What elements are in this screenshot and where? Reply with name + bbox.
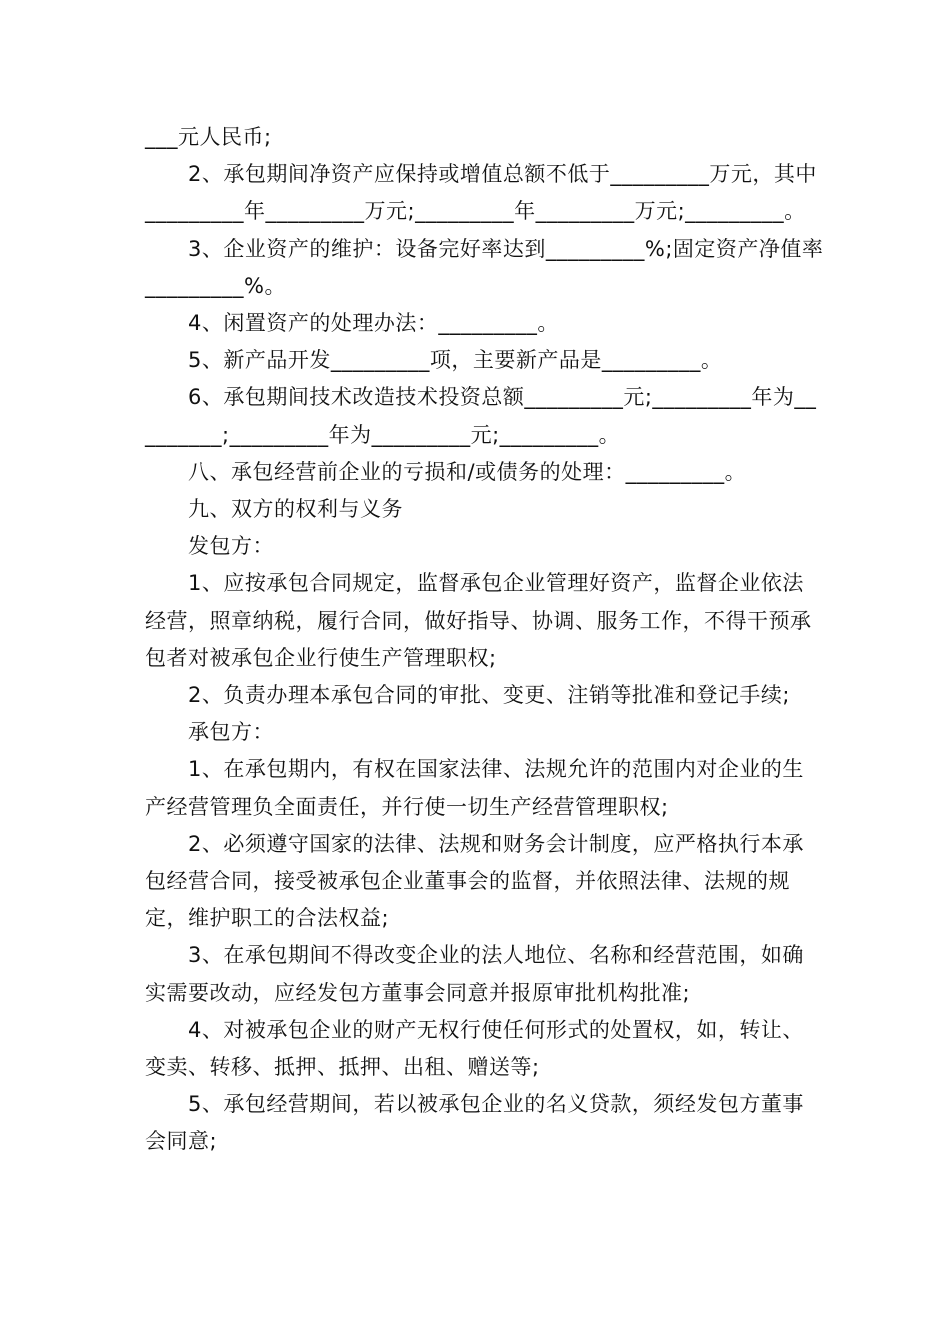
party-b-clause-4: 4、对被承包企业的财产无权行使任何形式的处置权，如，转让、变卖、转移、抵押、抵押、出租、赠送等; bbox=[145, 1017, 804, 1080]
paragraph-asset-maintenance: 3、企业资产的维护：设备完好率达到_________%;固定资产净值率_________%。 bbox=[145, 236, 824, 298]
paragraph-idle-assets: 4、闲置资产的处理办法：_________。 bbox=[188, 311, 559, 336]
paragraph-net-assets: 2、承包期间净资产应保持或增值总额不低于_________万元，其中_________年_________万元;_________年_________万元;_________。 bbox=[145, 162, 817, 224]
paragraph-new-products: 5、新产品开发_________项，主要新产品是_________。 bbox=[188, 348, 723, 373]
party-b-clause-1: 1、在承包期内，有权在国家法律、法规允许的范围内对企业的生产经营管理负全面责任，并行使一切生产经营管理职权; bbox=[145, 757, 804, 819]
paragraph-continuation: ___元人民币; bbox=[145, 125, 272, 149]
party-a-heading: 发包方： bbox=[188, 534, 274, 559]
party-a-clause-2: 2、负责办理本承包合同的审批、变更、注销等批准和登记手续; bbox=[188, 683, 790, 708]
party-b-clause-3: 3、在承包期间不得改变企业的法人地位、名称和经营范围，如确实需要改动，应经发包方董事会同意并报原审批机构批准; bbox=[145, 943, 804, 1005]
party-b-clause-2: 2、必须遵守国家的法律、法规和财务会计制度，应严格执行本承包经营合同，接受被承包企业董事会的监督，并依照法律、法规的规定，维护职工的合法权益; bbox=[145, 831, 804, 931]
party-b-clause-5: 5、承包经营期间，若以被承包企业的名义贷款，须经发包方董事会同意; bbox=[145, 1092, 804, 1154]
section-heading-9: 九、双方的权利与义务 bbox=[188, 497, 403, 522]
party-b-heading: 承包方： bbox=[188, 720, 274, 745]
party-a-clause-1: 1、应按承包合同规定，监督承包企业管理好资产，监督企业依法经营，照章纳税，履行合同，做好指导、协调、服务工作，不得干预承包者对被承包企业行使生产管理职权; bbox=[145, 571, 812, 670]
document-body bbox=[145, 119, 825, 1161]
paragraph-tech-investment: 6、承包期间技术改造技术投资总额_________元;_________年为_________;_________年为_________元;_________。 bbox=[145, 385, 817, 447]
section-heading-8: 八、承包经营前企业的亏损和/或债务的处理：_________。 bbox=[188, 459, 747, 484]
